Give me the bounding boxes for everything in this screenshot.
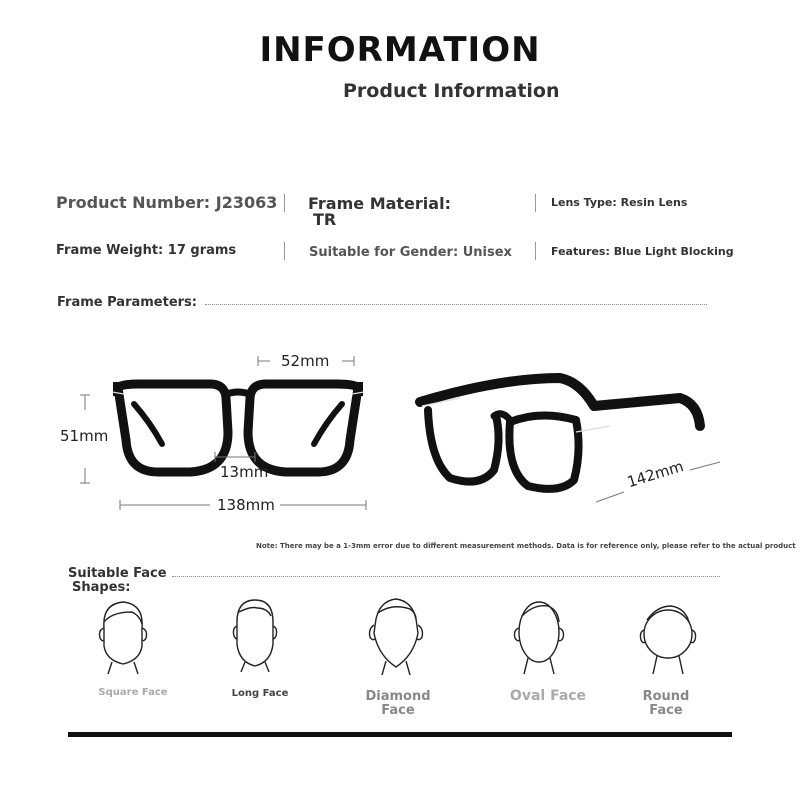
square-face-icon — [92, 598, 154, 674]
face-label-round-line2: Face — [649, 702, 683, 718]
measurement-note: Note: There may be a 1-3mm error due to different measurement methods. Data is for reference only, please refer to the actual product — [256, 542, 796, 550]
oval-face-icon — [508, 596, 570, 676]
face-label-square: Square Face — [98, 687, 168, 698]
spec-divider — [535, 194, 536, 212]
lens-width-label: 52mm — [281, 352, 330, 370]
spec-features: Features: Blue Light Blocking — [551, 245, 734, 258]
lens-height-label: 51mm — [60, 427, 109, 445]
face-shapes-label-line2: Shapes: — [72, 580, 131, 595]
spec-frame-material-value: TR — [313, 210, 337, 229]
face-shapes-label-line1: Suitable Face — [68, 566, 167, 581]
spec-frame-weight: Frame Weight: 17 grams — [56, 243, 237, 258]
frame-width-label: 138mm — [217, 496, 275, 514]
spec-divider — [284, 242, 285, 260]
spec-divider — [284, 194, 285, 212]
page-title: INFORMATION — [259, 30, 541, 70]
long-face-icon — [227, 596, 283, 672]
face-label-oval: Oval Face — [509, 688, 587, 704]
bridge-width-label: 13mm — [220, 463, 269, 481]
spec-product-number: Product Number: J23063 — [56, 193, 278, 212]
face-label-diamond — [348, 690, 448, 717]
spec-frame-material-label: Frame Material: — [308, 194, 451, 213]
temple-length-label: 142mm — [625, 457, 686, 492]
side-view-glasses — [410, 370, 730, 510]
frame-parameters-label: Frame Parameters: — [57, 295, 197, 310]
diamond-face-icon — [364, 595, 428, 675]
spec-lens-type: Lens Type: Resin Lens — [551, 196, 688, 209]
face-label-round — [618, 690, 714, 717]
face-label-round-line1: Round — [642, 689, 690, 704]
dotted-leader — [172, 576, 720, 577]
dotted-leader — [205, 304, 707, 305]
spec-divider — [535, 242, 536, 260]
page-subtitle: Product Information — [343, 80, 560, 102]
face-label-diamond-line1: Diamond — [365, 689, 431, 704]
round-face-icon — [637, 598, 699, 674]
face-label-diamond-line2: Face — [381, 702, 415, 718]
face-label-long: Long Face — [231, 688, 289, 699]
bottom-divider — [68, 732, 732, 737]
spec-gender: Suitable for Gender: Unisex — [309, 245, 512, 260]
